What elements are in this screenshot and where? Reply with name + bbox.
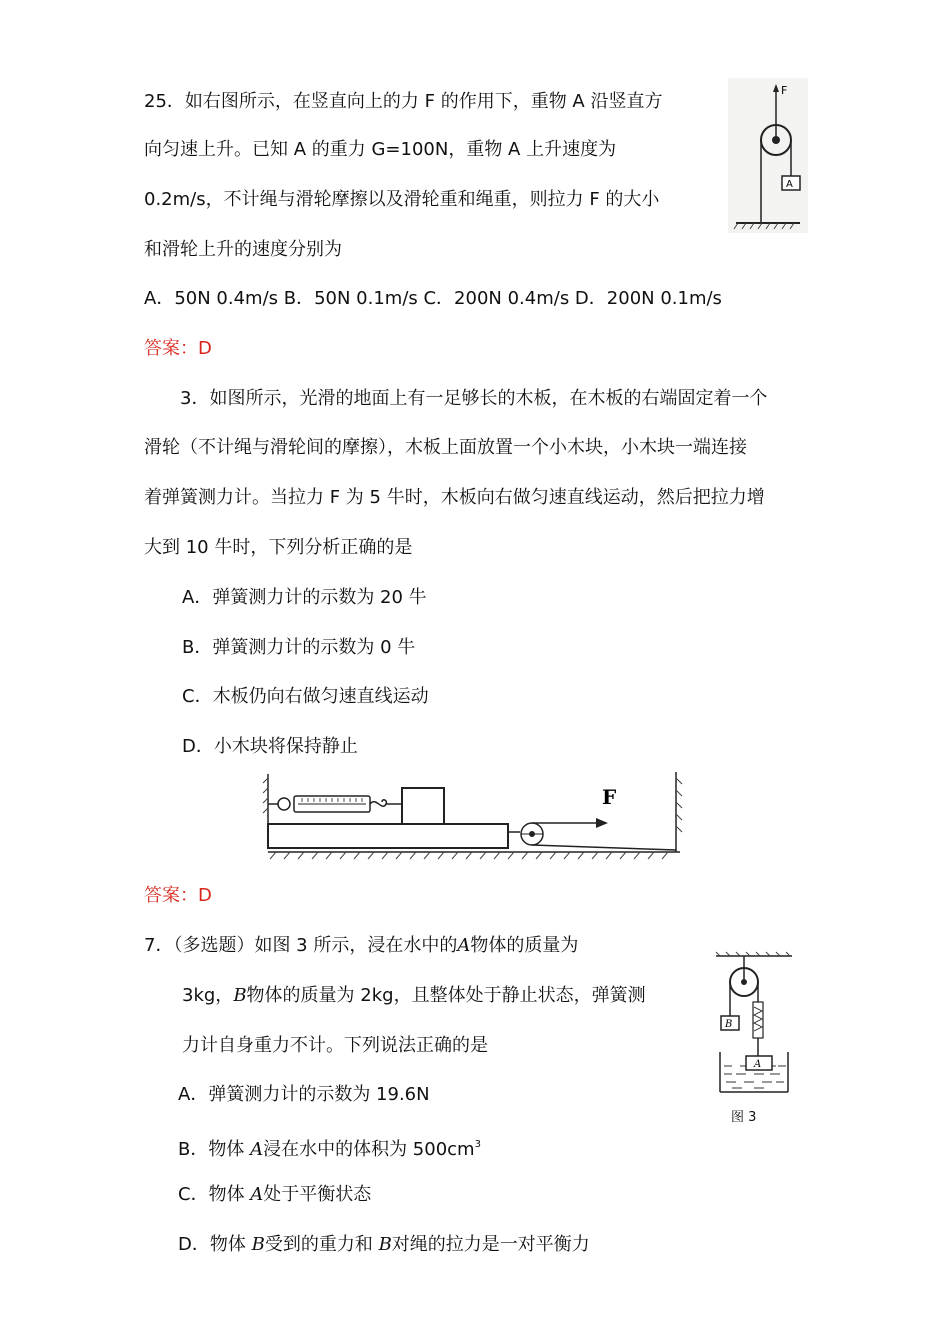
q7-line-3: 力计自身重力不计。下列说法正确的是: [182, 1035, 488, 1056]
q7-line-2: 3kg，B物体的质量为 2kg，且整体处于静止状态，弹簧测: [182, 985, 646, 1006]
q25-pulley-figure: [728, 78, 808, 233]
q7-figure-3: [714, 952, 794, 1102]
q25-answer: 答案：D: [144, 338, 212, 359]
q7-option-a: A．弹簧测力计的示数为 19.6N: [178, 1084, 430, 1105]
q7-option-d: D．物体 B受到的重力和 B对绳的拉力是一对平衡力: [178, 1234, 590, 1255]
q7-figure-caption: 图 3: [731, 1110, 757, 1125]
q3-board-figure: [262, 770, 692, 860]
q25-fig-force-label: F: [781, 84, 788, 97]
q25-options: A．50N 0.4m/s B．50N 0.1m/s C．200N 0.4m/s D．200N 0.1m/s: [144, 288, 722, 309]
q3-line-1: 3．如图所示，光滑的地面上有一足够长的木板，在木板的右端固定着一个: [180, 388, 768, 409]
q3-option-c: C．木板仍向右做匀速直线运动: [182, 686, 429, 707]
q3-option-d: D．小木块将保持静止: [182, 736, 358, 757]
q3-answer: 答案：D: [144, 885, 212, 906]
q7-option-c: C．物体 A处于平衡状态: [178, 1184, 372, 1205]
q3-line-4: 大到 10 牛时，下列分析正确的是: [144, 537, 413, 558]
q3-line-2: 滑轮（不计绳与滑轮间的摩擦），木板上面放置一个小木块，小木块一端连接: [144, 437, 747, 458]
q7-fig-block-a-label: A: [754, 1059, 762, 1070]
q3-option-b: B．弹簧测力计的示数为 0 牛: [182, 637, 416, 658]
q3-option-a: A．弹簧测力计的示数为 20 牛: [182, 587, 427, 608]
q25-line-4: 和滑轮上升的速度分别为: [144, 239, 342, 260]
q25-line-3: 0.2m/s，不计绳与滑轮摩擦以及滑轮重和绳重，则拉力 F 的大小: [144, 189, 660, 210]
q7-option-b: B．物体 A浸在水中的体积为 $500cm^3$: [178, 1139, 481, 1160]
q25-fig-block-label: A: [786, 179, 793, 190]
q25-line-1: 25．如右图所示，在竖直向上的力 F 的作用下，重物 A 沿竖直方: [144, 91, 663, 112]
q7-fig-block-b-label: B: [725, 1019, 733, 1030]
q3-fig-force-label: F: [602, 785, 617, 809]
q3-line-3: 着弹簧测力计。当拉力 F 为 5 牛时，木板向右做匀速直线运动，然后把拉力增: [144, 487, 765, 508]
q25-line-2: 向匀速上升。已知 A 的重力 G=100N，重物 A 上升速度为: [144, 139, 617, 160]
q7-line-1: 7．（多选题）如图 3 所示，浸在水中的A物体的质量为: [144, 935, 579, 956]
